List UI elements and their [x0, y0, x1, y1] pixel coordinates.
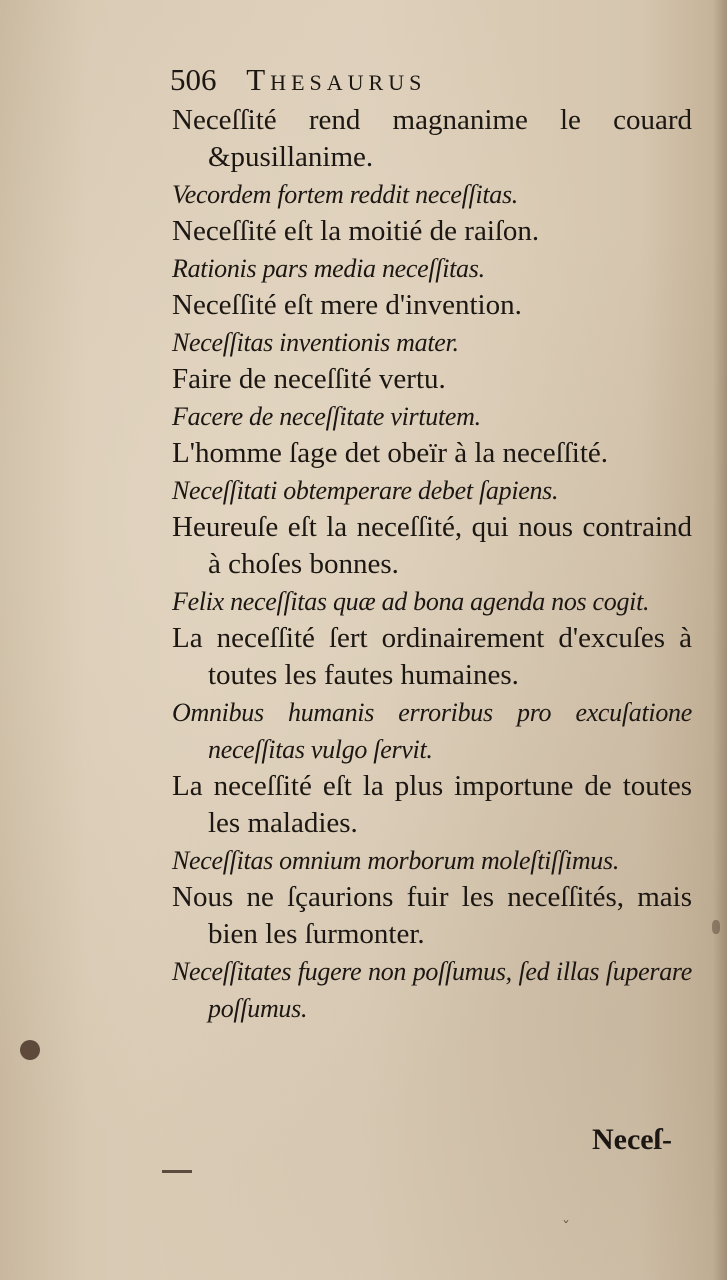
proverb-latin: Omnibus humanis erroribus pro excuſatione neceſſitas vulgo ſervit. — [172, 698, 692, 764]
proverb-french: La neceſſité eſt la plus importune de toutes les maladies. — [172, 770, 692, 839]
proverb-french: La neceſſité ſert ordinairement d'excuſes à toutes les fautes humaines. — [172, 622, 692, 691]
proverb-french: Neceſſité eſt la moitié de raiſon. — [172, 215, 540, 247]
proverb-latin: Facere de neceſſitate virtutem. — [172, 402, 481, 431]
page-header — [170, 60, 610, 100]
ink-blot — [20, 1040, 40, 1060]
proverb-latin: Rationis pars media neceſſitas. — [172, 254, 485, 283]
proverb-french: L'homme ſage det obeïr à la neceſſité. — [172, 437, 609, 469]
proverb-french: Neceſſité rend magnanime le couard &pusillanime. — [172, 104, 692, 173]
proverb-french: Neceſſité eſt mere d'invention. — [172, 289, 522, 321]
catchword: Neceſ- — [592, 1123, 672, 1156]
proverb-french: Heureuſe eſt la neceſſité, qui nous contraind à choſes bonnes. — [172, 511, 692, 580]
proverb-french: Faire de neceſſité vertu. — [172, 363, 446, 395]
proverb-latin: Neceſſitas inventionis mater. — [172, 328, 459, 357]
proverb-list — [172, 102, 692, 1027]
stray-ink-mark — [162, 1170, 192, 1173]
proverb-latin: Neceſſitas omnium morborum moleſtiſſimus. — [172, 846, 620, 875]
running-title: Thesaurus — [246, 62, 427, 97]
tiny-ink-mark: ˇ — [562, 1218, 570, 1237]
page-edge-shadow — [713, 0, 727, 1280]
proverb-latin: Felix neceſſitas quæ ad bona agenda nos cogit. — [172, 587, 650, 616]
proverb-french: Nous ne ſçaurions fuir les neceſſités, mais bien les ſurmonter. — [172, 881, 692, 950]
proverb-latin: Vecordem fortem reddit neceſſitas. — [172, 180, 519, 209]
proverb-latin: Neceſſitates fugere non poſſumus, ſed illas ſuperare poſſumus. — [172, 957, 692, 1023]
proverb-latin: Neceſſitati obtemperare debet ſapiens. — [172, 476, 559, 505]
page-number: 506 — [170, 62, 217, 97]
ink-speck — [712, 920, 720, 934]
